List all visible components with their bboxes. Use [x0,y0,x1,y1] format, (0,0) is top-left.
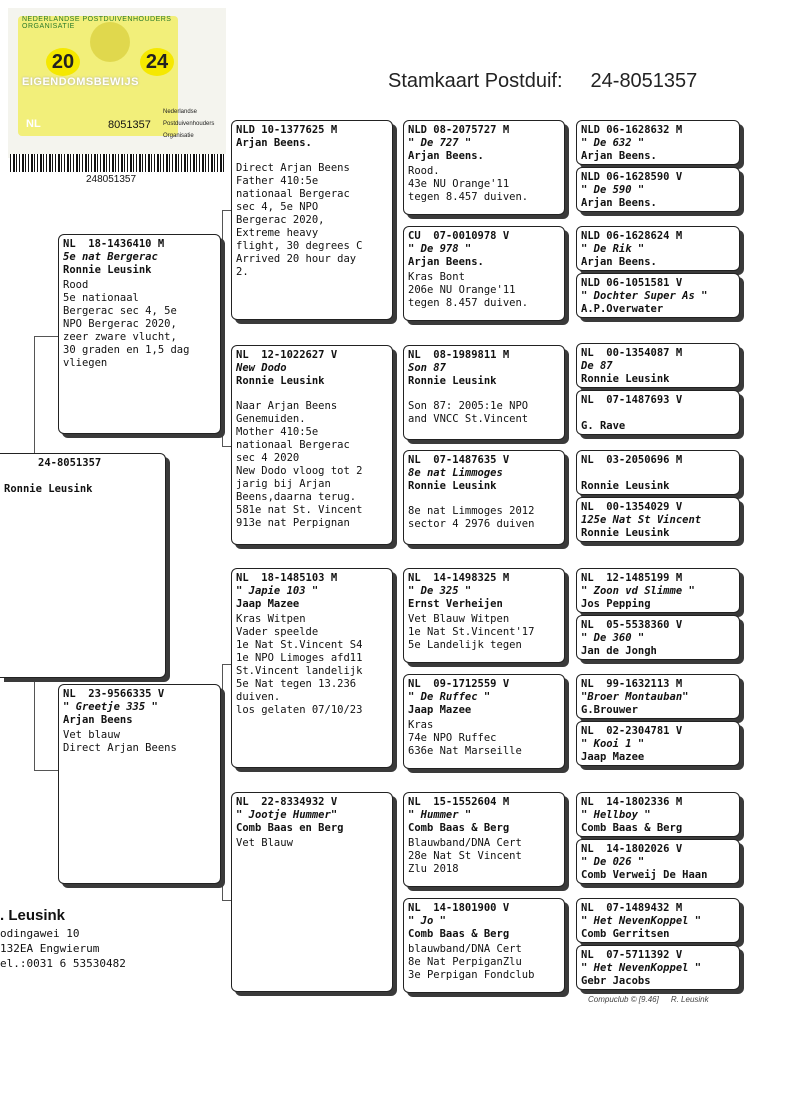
subject-owner: Ronnie Leusink [4,483,93,495]
pedigree-box-g8 [576,497,740,542]
pedigree-box-g16 [576,945,740,990]
pedigree-box-dss [403,568,565,663]
owner-name: Ronnie Leusink [408,375,497,387]
barcode-number: 248051357 [86,174,137,185]
pedigree-box-g5 [576,343,740,388]
pigeon-name: " De 727 " [408,137,472,149]
ring-number: NL 14-1498325 M [408,572,510,584]
pedigree-box-ssd [403,226,565,321]
subject-box [0,453,166,678]
ring-number: NL 18-1436410 M [63,238,165,250]
pigeon-info: Rood. 43e NU Orange'11 tegen 8.457 duiven. [408,165,529,203]
pedigree-box-g3 [576,226,740,271]
pigeon-name: New Dodo [236,362,287,374]
ring-number: NLD 06-1628590 V [581,171,683,183]
ring-number: NL 99-1632113 M [581,678,683,690]
pedigree-box-g10 [576,615,740,660]
pedigree-box-sss [403,120,565,215]
title-label: Stamkaart Postduif: [388,70,563,92]
owner-name: Arjan Beens. [236,137,312,149]
barcode [10,154,226,172]
pigeon-name: 125e Nat St Vincent [581,514,702,526]
pedigree-box-sds [403,345,565,440]
pigeon-info: Naar Arjan Beens Genemuiden. Mother 410:5e nationaal Bergerac sec 4 2020 New Dodo vloog tot 2 jarig bij Arjan Beens,daarna terug. 581e nat St. Vincent 913e nat Perpignan [236,400,363,529]
breeder-street: odingawei 10 [0,927,80,940]
ring-number: NL 22-8334932 V [236,796,338,808]
owner-name: Comb Baas & Berg [581,822,683,834]
pigeon-info: Vet Blauw [236,837,293,849]
owner-name: Jaap Mazee [408,704,472,716]
connector-line [34,770,60,771]
certificate-label: EIGENDOMSBEWIJS [22,76,139,88]
pigeon-info: Blauwband/DNA Cert 28e Nat St Vincent Zlu 2018 [408,837,522,875]
owner-name: Ronnie Leusink [63,264,152,276]
pigeon-name [581,407,735,420]
pedigree-box-sdd [403,450,565,545]
pigeon-name: " Zoon vd Slimme " [581,585,695,597]
ring-number: NLD 06-1628632 M [581,124,683,136]
footer-user: R. Leusink [670,995,709,1004]
owner-name: Ernst Verheijen [408,598,503,610]
pedigree-box-dd [231,792,393,992]
owner-name: Jaap Mazee [581,751,645,763]
pigeon-info: Vet Blauw Witpen 1e Nat St.Vincent'17 5e Landelijk tegen [408,613,535,651]
pigeon-name: " Hummer " [408,809,472,821]
owner-name: Ronnie Leusink [236,375,325,387]
pedigree-box-ss [231,120,393,320]
pigeon-name: " Hellboy " [581,809,651,821]
page-title [388,70,697,93]
pigeon-name: " De 590 " [581,184,645,196]
pigeon-name: " Kooi 1 " [581,738,645,750]
pedigree-box-g12 [576,721,740,766]
pigeon-name: " Het NevenKoppel " [581,962,702,974]
owner-name: Comb Verweij De Haan [581,869,708,881]
pedigree-box-dds [403,792,565,887]
owner-name: Ronnie Leusink [581,373,670,385]
ring-number: NL 03-2050696 M [581,454,683,466]
pigeon-info: Kras Witpen Vader speelde 1e Nat St.Vincent S4 1e NPO Limoges afd11 St.Vincent landelijk 5e Nat tegen 13.236 duiven. los gelaten 07/10/23 [236,613,363,716]
pigeon-name: " Het NevenKoppel " [581,915,702,927]
ring-number: NLD 06-1628624 M [581,230,683,242]
year-left: 20 [46,48,80,76]
pigeon-name: 8e nat Limmoges [408,467,503,479]
owner-name: Ronnie Leusink [581,527,670,539]
pedigree-box-dam [58,684,221,884]
breeder-phone: el.:0031 6 53530482 [0,957,126,970]
certificate-org: NEDERLANDSE POSTDUIVENHOUDERS ORGANISATIE [22,16,172,30]
pigeon-name: " Jo " [408,915,446,927]
pigeon-name: " De Ruffec " [408,691,491,703]
owner-name: Jaap Mazee [236,598,300,610]
ring-number: NL 05-5538360 V [581,619,683,631]
owner-name: Comb Baas & Berg [408,822,510,834]
breeder-name: . Leusink [0,907,66,924]
pedigree-box-g4 [576,273,740,318]
owner-name: Ronnie Leusink [408,480,497,492]
pigeon-name: " De 978 " [408,243,472,255]
pigeon-name: " De 360 " [581,632,645,644]
ring-number: NL 23-9566335 V [63,688,165,700]
ring-number: NL 08-1989811 M [408,349,510,361]
npo-logo-text [163,106,214,142]
ring-number: NL 02-2304781 V [581,725,683,737]
pedigree-box-g6 [576,390,740,435]
pigeon-info: Kras 74e NPO Ruffec 636e Nat Marseille [408,719,522,757]
pedigree-box-dsd [403,674,565,769]
ring-number: NL 07-1487635 V [408,454,510,466]
ring-number: NL 15-1552604 M [408,796,510,808]
owner-name: Gebr Jacobs [581,975,651,987]
pedigree-box-g13 [576,792,740,837]
ring-number: NL 07-1487693 V [581,394,683,406]
pigeon-name: " Japie 103 " [236,585,319,597]
owner-name: A.P.Overwater [581,303,664,315]
pedigree-box-g9 [576,568,740,613]
ring-number: NLD 08-2075727 M [408,124,510,136]
pedigree-box-sire [58,234,221,434]
owner-name: Comb Baas & Berg [408,928,510,940]
ring-number: NLD 06-1051581 V [581,277,683,289]
pigeon-name: " Jootje Hummer" [236,809,338,821]
pigeon-info: Kras Bont 206e NU Orange'11 tegen 8.457 duiven. [408,271,529,309]
ring-number: NL 18-1485103 M [236,572,338,584]
ring-number: NL 07-1489432 M [581,902,683,914]
subject-ring: 24-8051357 [38,457,102,469]
ring-number: NLD 10-1377625 M [236,124,338,136]
ring-number: NL 07-5711392 V [581,949,683,961]
pedigree-box-sd [231,345,393,545]
pigeon-info: Direct Arjan Beens Father 410:5e nationaal Bergerac sec 4, 5e NPO Bergerac 2020, Extreme heavy flight, 30 degrees C Arrived 20 hour day 2. [236,162,363,278]
npo-line2: Postduivenhouders [163,121,215,127]
ring-number: NL 12-1485199 M [581,572,683,584]
owner-name: Arjan Beens. [408,256,484,268]
pigeon-info: Son 87: 2005:1e NPO and VNCC St.Vincent [408,400,529,425]
owner-name: Arjan Beens. [581,197,657,209]
owner-name: Comb Gerritsen [581,928,670,940]
pigeon-name: Son 87 [408,362,446,374]
connector-line [222,664,223,900]
certificate-country: NL [26,118,41,130]
pigeon-name: " De Rik " [581,243,645,255]
npo-line1: Nederlandse [163,109,198,115]
pedigree-box-g2 [576,167,740,212]
pigeon-name: "Broer Montauban" [581,691,689,703]
pedigree-box-g7 [576,450,740,495]
ring-number: CU 07-0010978 V [408,230,510,242]
breeder-city: 132EA Engwierum [0,942,100,955]
pigeon-name: " Dochter Super As " [581,290,708,302]
pigeon-name: " Greetje 335 " [63,701,158,713]
certificate-number: 8051357 [108,119,151,131]
pedigree-box-g14 [576,839,740,884]
pigeon-info: blauwband/DNA Cert 8e Nat PerpiganZlu 3e Perpigan Fondclub [408,943,535,981]
owner-name: Jos Pepping [581,598,651,610]
owner-name: Ronnie Leusink [581,480,670,492]
ring-number: NL 14-1802336 M [581,796,683,808]
pedigree-box-ds [231,568,393,768]
ring-number: NL 14-1802026 V [581,843,683,855]
ownership-certificate [8,8,226,158]
pigeon-info: 8e nat Limmoges 2012 sector 4 2976 duiven [408,505,535,530]
software-credit: Compuclub © [9.46] [588,995,659,1004]
breeder-info [0,906,220,971]
pigeon-name: 5e nat Bergerac [63,251,158,263]
owner-name: Jan de Jongh [581,645,657,657]
connector-line [222,210,223,446]
owner-name: Arjan Beens. [581,256,657,268]
pedigree-box-g15 [576,898,740,943]
owner-name: Comb Baas en Berg [236,822,344,834]
owner-name: Arjan Beens [63,714,133,726]
pigeon-name: " De 026 " [581,856,645,868]
ring-number: NL 12-1022627 V [236,349,338,361]
ring-number: NL 00-1354087 M [581,347,683,359]
pedigree-box-g1 [576,120,740,165]
pigeon-name [581,467,735,480]
pigeon-info: Rood 5e nationaal Bergerac sec 4, 5e NPO Bergerac 2020, zeer zware vlucht, 30 graden en 1,5 dag vliegen [63,279,190,369]
npo-line3: Organisatie [163,133,194,139]
owner-name: G. Rave [581,420,626,432]
title-ring-number: 24-8051357 [590,70,698,92]
pigeon-info: Vet blauw Direct Arjan Beens [63,729,177,754]
owner-name: Arjan Beens. [408,150,484,162]
ring-number: NL 09-1712559 V [408,678,510,690]
owner-name: G.Brouwer [581,704,638,716]
ring-number: NL 14-1801900 V [408,902,510,914]
pigeon-name: De 87 [581,360,613,372]
pigeon-name: " De 632 " [581,137,645,149]
footer [588,995,709,1004]
connector-line [34,336,60,337]
owner-name: Arjan Beens. [581,150,657,162]
pigeon-name: " De 325 " [408,585,472,597]
ring-number: NL 00-1354029 V [581,501,683,513]
year-right: 24 [140,48,174,76]
pedigree-box-ddd [403,898,565,993]
pedigree-box-g11 [576,674,740,719]
